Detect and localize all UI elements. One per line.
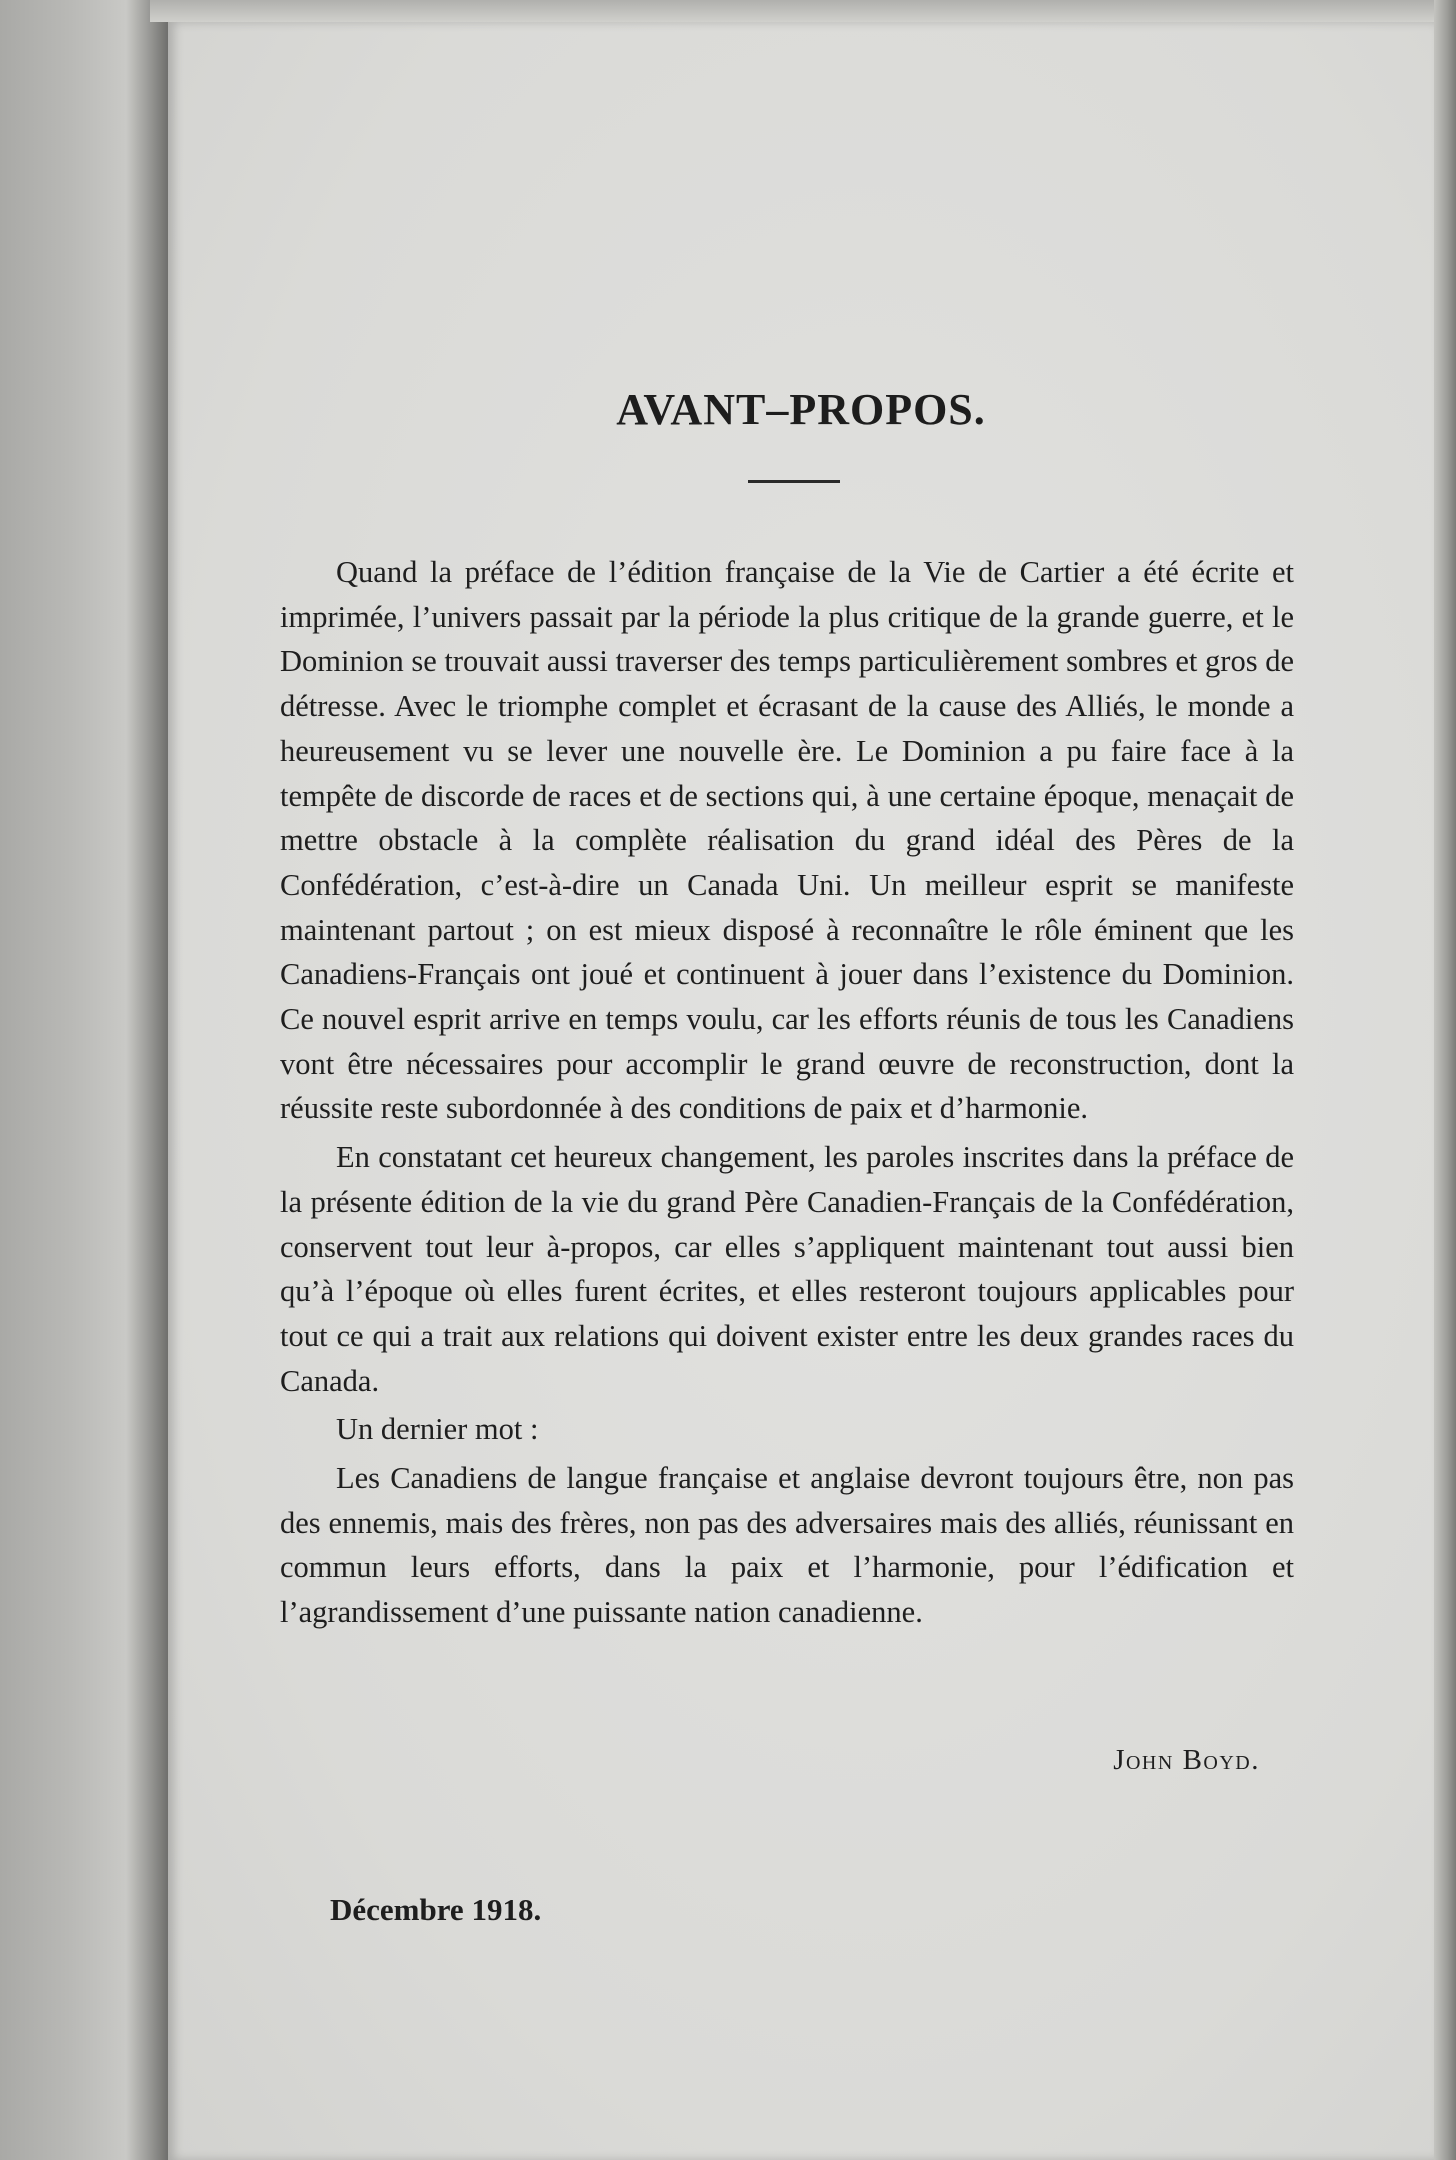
- title-divider: [748, 480, 840, 483]
- paragraph-3: Un dernier mot :: [336, 1412, 539, 1447]
- scan-border-left: [0, 0, 168, 2160]
- paragraph-4: Les Canadiens de langue française et anglaise devront toujours être, non pas des ennemis, mais des frères, non pas des adversaires mais des alliés, réunissant en commun leurs efforts, dans la paix et l’harmonie, pour l’édification et l’agrandissement d’une puissante nation canadienne.: [280, 1461, 1294, 1630]
- author-signature: John Boyd.: [1113, 1744, 1260, 1776]
- page-title: AVANT–PROPOS.: [616, 385, 986, 434]
- scan-border-top: [150, 0, 1440, 22]
- document-date: Décembre 1918.: [330, 1892, 542, 1927]
- body-text: [280, 550, 1294, 1635]
- book-page: [168, 22, 1434, 2160]
- paragraph-1: Quand la préface de l’édition française de la Vie de Cartier a été écrite et imprimée, l’univers passait par la période la plus critique de la grande guerre, et le Dominion se trouvait aussi traverser des temps particulièrement sombres et gros de détresse. Avec le triomphe complet et écrasant de la cause des Alliés, le monde a heureusement vu se lever une nouvelle ère. Le Dominion a pu faire face à la tempête de discorde de races et de sections qui, à une certaine époque, menaçait de mettre obstacle à la complète réalisation du grand idéal des Pères de la Confédération, c’est-à-dire un Canada Uni. Un meilleur esprit se manifeste maintenant partout ; on est mieux disposé à reconnaître le rôle éminent que les Canadiens-Français ont joué et continuent à jouer dans l’existence du Dominion. Ce nouvel esprit arrive en temps voulu, car les efforts réunis de tous les Canadiens vont être nécessaires pour accomplir le grand œuvre de reconstruction, dont la réussite reste subordonnée à des conditions de paix et d’harmonie.: [280, 555, 1294, 1126]
- scan-border-right: [1434, 0, 1456, 2160]
- paragraph-2: En constatant cet heureux changement, les paroles inscrites dans la préface de la présente édition de la vie du grand Père Canadien-Français de la Confédération, conservent tout leur à-propos, car elles s’appliquent maintenant tout aussi bien qu’à l’époque où elles furent écrites, et elles resteront toujours applicables pour tout ce qui a trait aux relations qui doivent exister entre les deux grandes races du Canada.: [280, 1140, 1294, 1398]
